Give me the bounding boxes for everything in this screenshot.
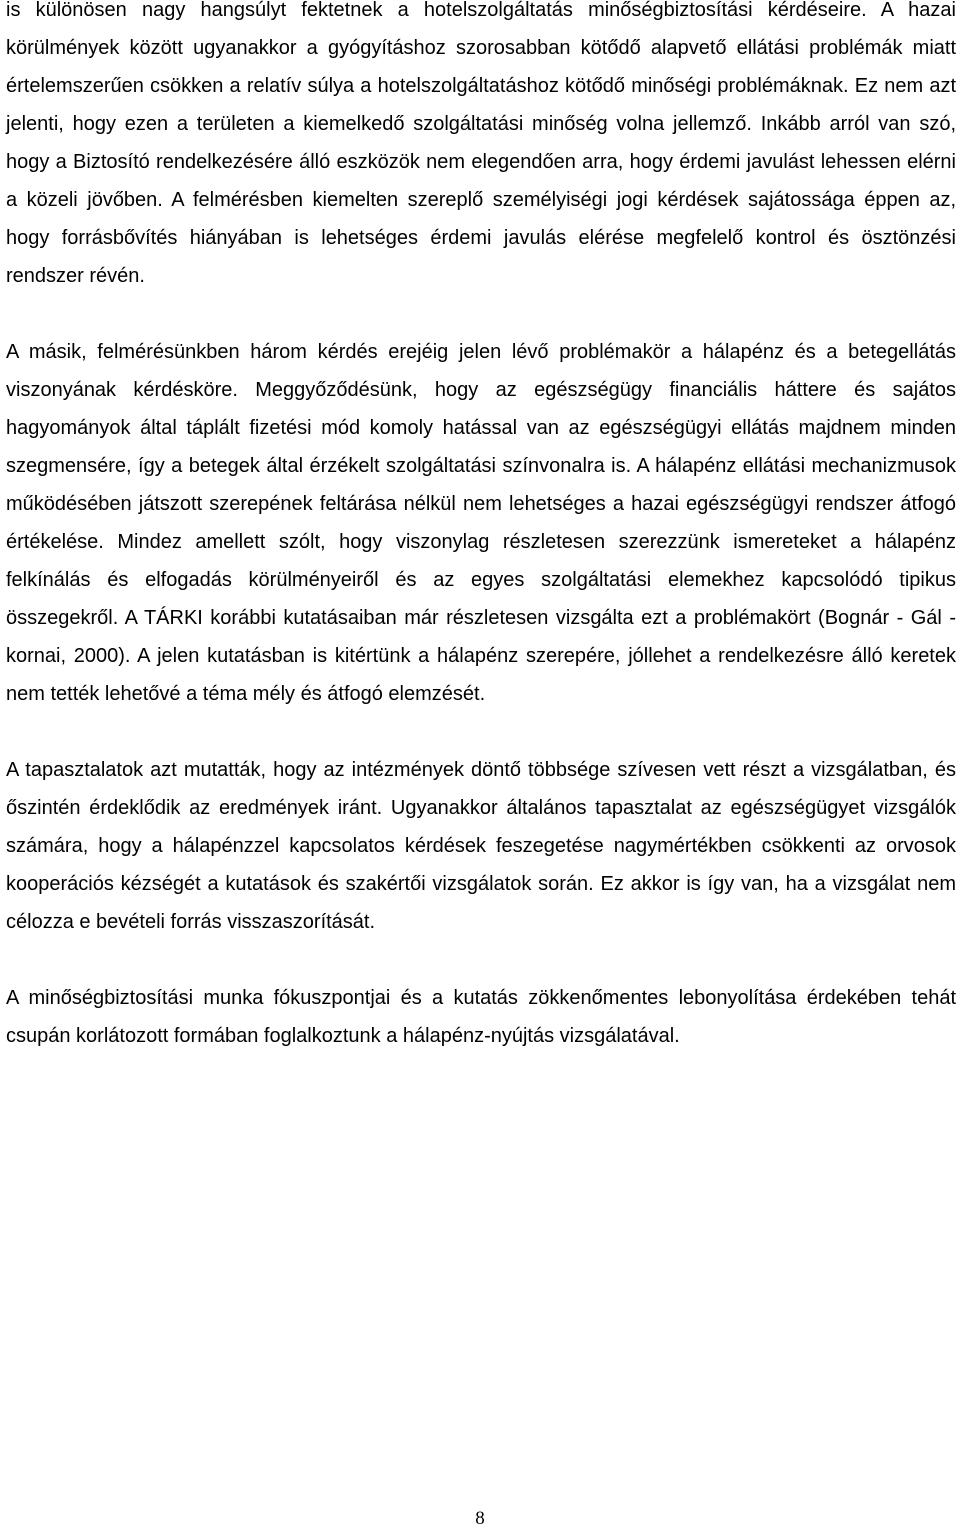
paragraph-4: A minőségbiztosítási munka fókuszpontjai és a kutatás zökkenőmentes lebonyolítása érdekében tehát csupán korlátozott formában foglalkoztunk a hálapénz-nyújtás vizsgálatával. [6,987,956,1047]
paragraph-3: A tapasztalatok azt mutatták, hogy az intézmények döntő többsége szívesen vett részt a vizsgálatban, és őszintén érdeklődik az eredmények iránt. Ugyanakkor általános tapasztalat az egészségügyet vizsgálók számára, hogy a hálapénzzel kapcsolatos kérdések feszegetése nagymértékben csökkenti az orvosok kooperációs kézségét a kutatások és szakértői vizsgálatok során. Ez akkor is így van, ha a vizsgálat nem célozza e bevételi forrás visszaszorítását. [6,759,956,933]
page-number: 8 [475,1508,485,1529]
paragraph-2: A másik, felmérésünkben három kérdés erejéig jelen lévő problémakör a hálapénz és a betegellátás viszonyának kérdésköre. Meggyőződésünk, hogy az egészségügy financiális háttere és sajátos hagyományok által táplált fizetési mód komoly hatással van az egészségügyi ellátás majdnem minden szegmensére, így a betegek által érzékelt szolgáltatási színvonalra is. A hálapénz ellátási mechanizmusok működésében játszott szerepének feltárása nélkül nem lehetséges a hazai egészségügyi rendszer átfogó értékelése. Mindez amellett szólt, hogy viszonylag részletesen szerezzünk ismereteket a hálapénz felkínálás és elfogadás körülményeiről és az egyes szolgáltatási elemekhez kapcsolódó tipikus összegekről. A TÁRKI korábbi kutatásaiban már részletesen vizsgálta ezt a problémakört (Bognár - Gál - kornai, 2000). A jelen kutatásban is kitértünk a hálapénz szerepére, jóllehet a rendelkezésre álló keretek nem tették lehetővé a téma mély és átfogó elemzését. [6,341,956,705]
paragraph-spacer [6,713,956,751]
paragraph-spacer [6,941,956,979]
document-body [6,0,956,1055]
paragraph-1: is különösen nagy hangsúlyt fektetnek a hotelszolgáltatás minőségbiztosítási kérdéseire. A hazai körülmények között ugyanakkor a gyógyításhoz szorosabban kötődő alapvető ellátási problémák miatt értelemszerűen csökken a relatív súlya a hotelszolgáltatáshoz kötődő minőségi problémáknak. Ez nem azt jelenti, hogy ezen a területen a kiemelkedő szolgáltatási minőség volna jellemző. Inkább arról van szó, hogy a Biztosító rendelkezésére álló eszközök nem elegendően arra, hogy érdemi javulást lehessen elérni a közeli jövőben. A felmérésben kiemelten szereplő személyiségi jogi kérdések sajátossága éppen az, hogy forrásbővítés hiányában is lehetséges érdemi javulás elérése megfelelő kontrol és ösztönzési rendszer révén. [6,0,956,287]
paragraph-spacer [6,295,956,333]
